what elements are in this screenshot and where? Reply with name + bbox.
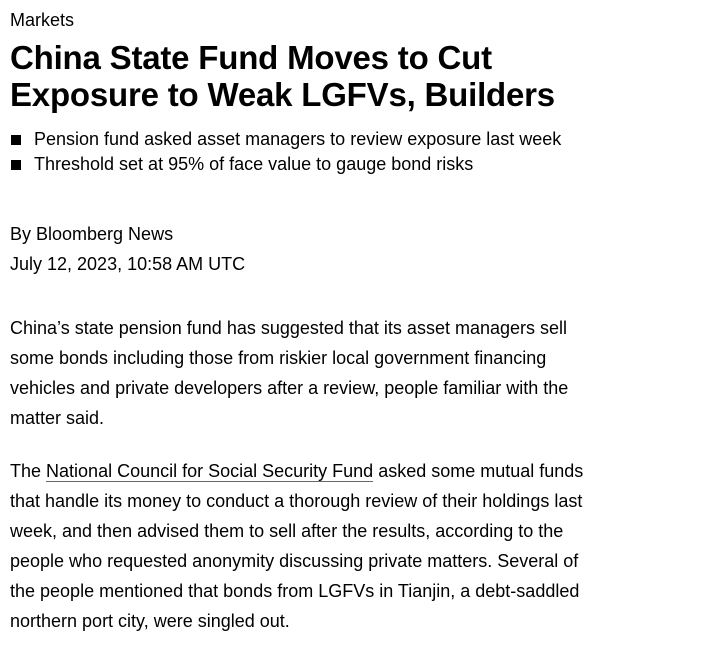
paragraph-line: people who requested anonymity discussing private matters. Several of: [10, 551, 579, 571]
paragraph-line: vehicles and private developers after a review, people familiar with the: [10, 378, 569, 398]
summary-bullets: [10, 127, 561, 177]
paragraph-suffix: asked some mutual funds: [373, 461, 584, 481]
bullet-square-icon: [11, 160, 21, 170]
article-headline: [10, 39, 700, 113]
paragraph-line: northern port city, were singled out.: [10, 611, 290, 631]
summary-bullet-text: Pension fund asked asset managers to review exposure last week: [34, 129, 562, 149]
paragraph-line: week, and then advised them to sell after the results, according to the: [10, 521, 564, 541]
summary-bullet-text: Threshold set at 95% of face value to gauge bond risks: [34, 154, 474, 174]
summary-bullet: [10, 152, 561, 177]
paragraph-line: the people mentioned that bonds from LGFVs in Tianjin, a debt-saddled: [10, 581, 580, 601]
publish-timestamp: July 12, 2023, 10:58 AM UTC: [10, 254, 246, 274]
paragraph-line: that handle its money to conduct a thorough review of their holdings last: [10, 491, 583, 511]
paragraph-line: China’s state pension fund has suggested that its asset managers sell: [10, 318, 568, 338]
paragraph-line: [10, 456, 700, 486]
body-paragraph-2: [10, 456, 700, 636]
nssf-link[interactable]: National Council for Social Security Fund: [46, 461, 374, 481]
paragraph-prefix: The: [10, 461, 47, 481]
headline-line-2: Exposure to Weak LGFVs, Builders: [10, 76, 555, 113]
summary-bullet: [10, 127, 561, 152]
bullet-square-icon: [11, 135, 21, 145]
headline-line-1: China State Fund Moves to Cut: [10, 39, 492, 76]
byline: [10, 219, 245, 279]
paragraph-line: some bonds including those from riskier local government financing: [10, 348, 547, 368]
body-paragraph-1: [10, 313, 700, 433]
paragraph-line: matter said.: [10, 408, 105, 428]
section-label[interactable]: Markets: [10, 10, 75, 30]
author: By Bloomberg News: [10, 224, 174, 244]
